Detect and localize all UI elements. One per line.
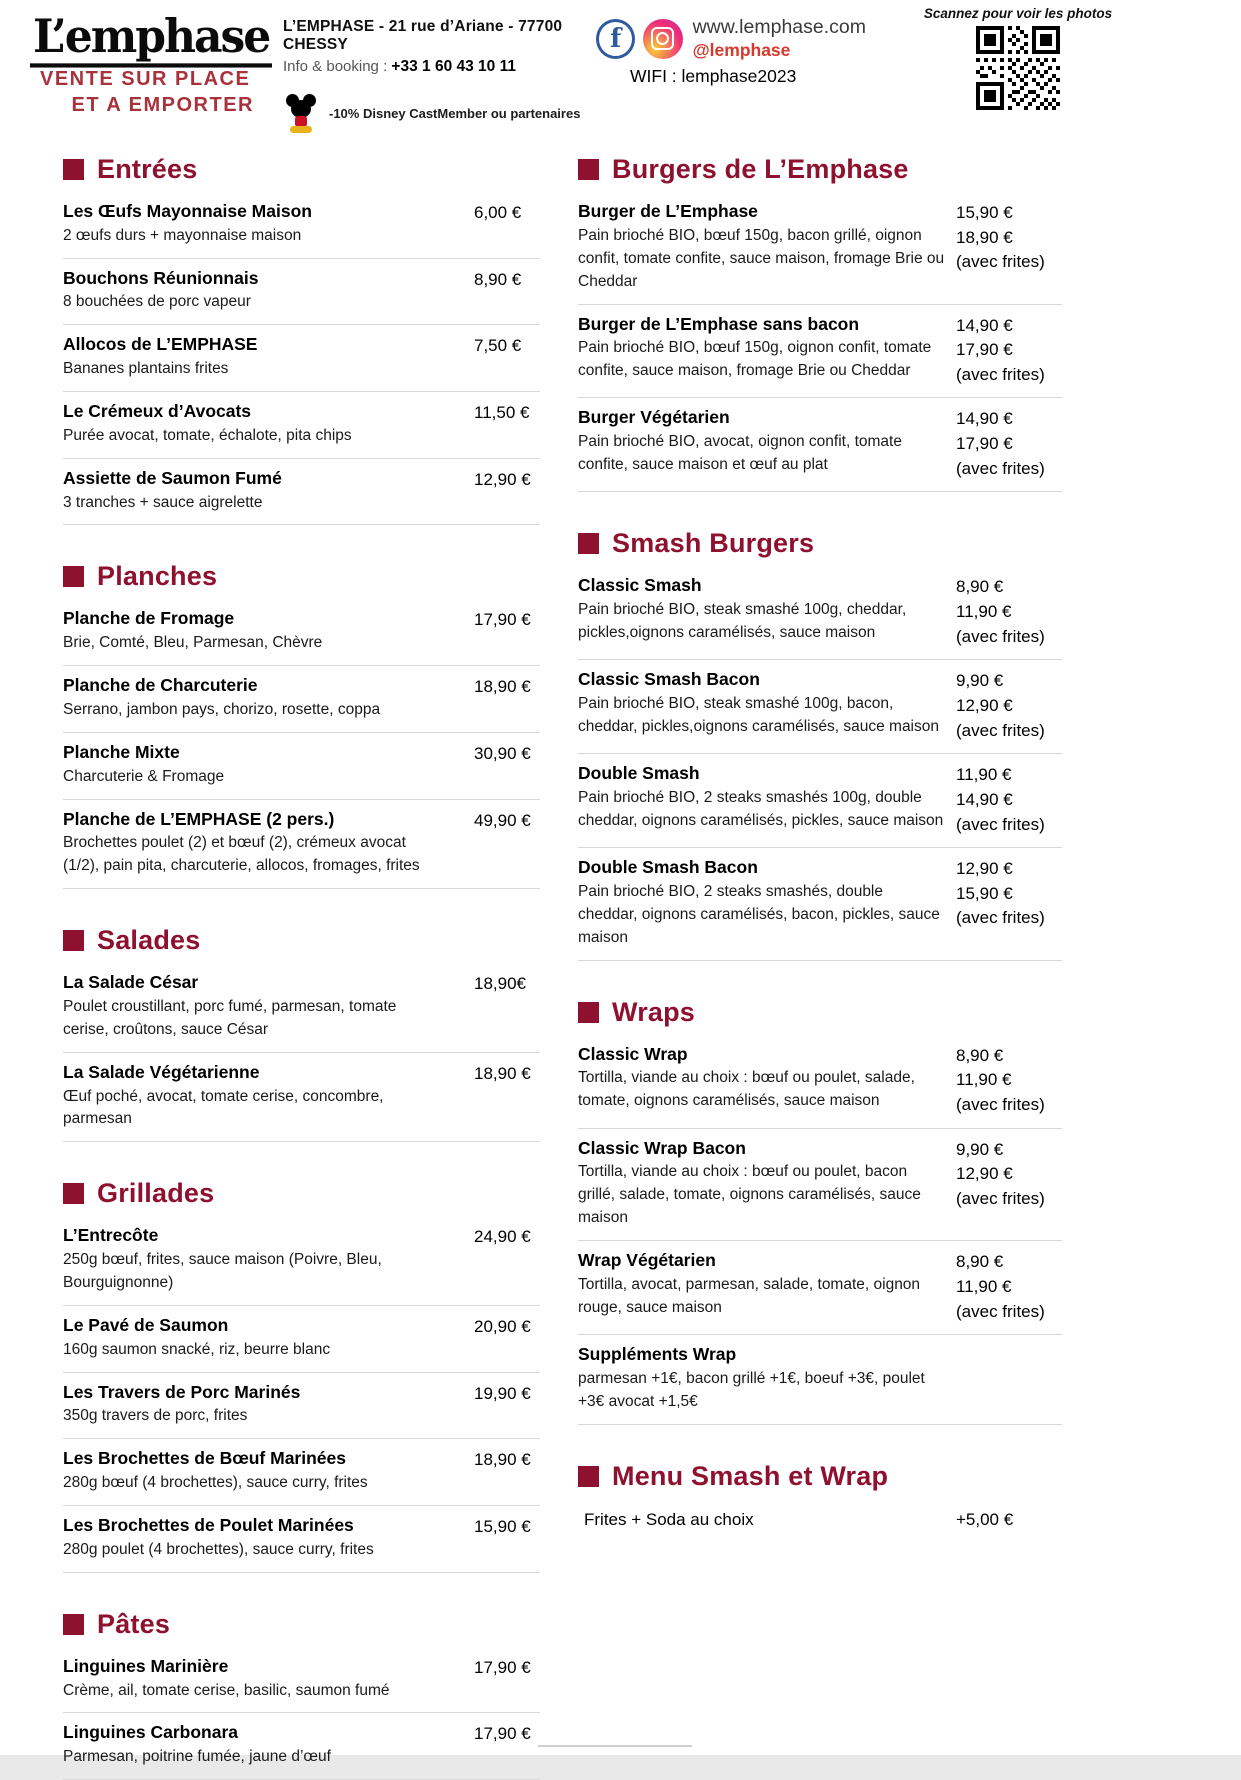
item-main [63, 808, 474, 879]
disney-discount-text: -10% Disney CastMember ou partenaires [329, 105, 581, 121]
section-items [578, 192, 1062, 492]
item-price: (avec frites) [956, 720, 1045, 740]
item-price: (avec frites) [956, 458, 1045, 478]
item-main [63, 333, 474, 381]
item-price: 14,90 € [956, 789, 1013, 809]
item-prices [956, 1249, 1062, 1324]
item-prices [474, 808, 540, 834]
item-main [63, 1721, 474, 1769]
item-main [63, 400, 474, 448]
item-prices [474, 1514, 540, 1540]
item-main [578, 668, 956, 739]
item-prices [474, 1381, 540, 1407]
section-bullet-icon [578, 159, 599, 180]
item-name: Les Brochettes de Bœuf Marinées [63, 1448, 346, 1469]
menu-item [578, 1035, 1062, 1129]
item-prices [474, 741, 540, 767]
item-prices [956, 856, 1062, 931]
item-price: 15,90 € [474, 1517, 531, 1537]
item-desc: Tortilla, viande au choix : bœuf ou poulet, bacon grillé, salade, tomate, oignons caramélisés, sauce maison [578, 1163, 921, 1227]
item-price: 20,90 € [474, 1317, 531, 1336]
item-desc: Charcuterie & Fromage [63, 767, 225, 785]
menu-section [63, 1609, 540, 1780]
item-main [578, 1343, 956, 1414]
item-price: 18,90 € [474, 677, 531, 697]
menu-item [63, 1647, 540, 1714]
section-title [578, 997, 1062, 1028]
menu-item [578, 1241, 1062, 1335]
item-name: Le Pavé de Saumon [63, 1315, 229, 1335]
menu-item [63, 1713, 540, 1780]
section-title [63, 925, 540, 956]
item-price: (avec frites) [956, 1095, 1045, 1115]
menu-section [578, 997, 1062, 1425]
item-prices [474, 1314, 540, 1340]
item-name: La Salade Végétarienne [63, 1061, 260, 1082]
item-desc: parmesan +1€, bacon grillé +1€, boeuf +3€, poulet +3€ avocat +1,5€ [578, 1369, 925, 1410]
item-prices [956, 762, 1062, 837]
item-main [63, 467, 474, 515]
item-desc: Œuf poché, avocat, tomate cerise, concombre, parmesan [63, 1087, 384, 1128]
menu-section [63, 154, 540, 525]
item-main [63, 200, 474, 248]
item-prices [474, 467, 540, 493]
item-price: 8,90 € [956, 1252, 1004, 1272]
section-title [63, 1609, 540, 1640]
menu-section [63, 561, 540, 889]
booking-label: Info & booking : [283, 58, 388, 75]
item-price: 18,90 € [474, 1450, 531, 1470]
logo [30, 9, 270, 117]
item-prices [956, 200, 1062, 275]
section-items [578, 1035, 1062, 1425]
item-main [578, 762, 956, 833]
item-desc: Bananes plantains frites [63, 360, 229, 378]
disney-note [283, 92, 613, 134]
section-bullet-icon [63, 1183, 84, 1204]
menu-item [63, 259, 540, 326]
menu-item [63, 1373, 540, 1440]
menu-item [578, 305, 1062, 399]
booking-line [283, 58, 613, 76]
item-desc: Pain brioché BIO, 2 steaks smashés, double cheddar, oignons caramélisés, bacon, pickles, sauce maison [578, 882, 940, 946]
item-prices [474, 333, 540, 359]
item-price: 11,90 € [956, 1070, 1012, 1090]
menu-item [578, 1335, 1062, 1425]
item-price: 18,90€ [474, 974, 526, 994]
item-price: (avec frites) [956, 908, 1045, 928]
item-prices [474, 267, 540, 293]
footer-divider [538, 1745, 692, 1747]
item-price: 8,90 € [956, 577, 1004, 597]
item-price: 12,90 € [956, 695, 1013, 715]
item-desc: 160g saumon snacké, riz, beurre blanc [63, 1340, 331, 1358]
qr-caption: Scannez pour voir les photos [923, 6, 1113, 21]
item-price: (avec frites) [956, 626, 1045, 646]
menu-section [578, 1461, 1062, 1543]
menu-section [578, 154, 1062, 492]
section-bullet-icon [578, 1002, 599, 1023]
section-bullet-icon [578, 533, 599, 554]
social-block [596, 16, 866, 87]
item-name: Classic Wrap Bacon [578, 1137, 746, 1158]
item-price: 17,90 € [956, 434, 1013, 454]
item-price: 11,90 € [956, 1276, 1012, 1296]
facebook-icon: f [596, 19, 635, 59]
header [0, 0, 1241, 148]
item-price: (avec frites) [956, 814, 1045, 834]
item-price: 9,90 € [956, 671, 1004, 691]
item-desc: Parmesan, poitrine fumée, jaune d’œuf [63, 1748, 331, 1766]
menu-item [63, 1216, 540, 1306]
social-row [596, 16, 866, 61]
section-title-text: Pâtes [97, 1608, 171, 1639]
item-main [578, 1507, 956, 1532]
item-prices [474, 1721, 540, 1747]
item-main [63, 1061, 474, 1132]
instagram-handle: @lemphase [692, 40, 791, 60]
item-price: 8,90 € [956, 1045, 1004, 1065]
item-desc: Pain brioché BIO, bœuf 150g, bacon grillé, oignon confit, tomate confite, sauce maison, fromage Brie ou Cheddar [578, 226, 945, 290]
item-desc: 350g travers de porc, frites [63, 1407, 248, 1425]
item-name: Classic Wrap [578, 1043, 688, 1064]
item-main [63, 1514, 474, 1562]
item-desc: Pain brioché BIO, avocat, oignon confit, tomate confite, sauce maison et œuf au plat [578, 433, 902, 474]
item-main [63, 741, 474, 789]
menu-item [63, 1506, 540, 1573]
menu-item [63, 800, 540, 890]
menu-item [63, 599, 540, 666]
item-price: 17,90 € [474, 610, 531, 630]
item-price: 15,90 € [956, 203, 1013, 222]
item-price: 11,90 € [956, 602, 1012, 622]
item-price: 49,90 € [474, 810, 531, 830]
item-main [578, 1043, 956, 1114]
item-price: 12,90 € [956, 1164, 1013, 1184]
menu-column-left [63, 148, 540, 1780]
item-prices [474, 1447, 540, 1473]
item-main [63, 607, 474, 655]
item-main [63, 1447, 474, 1495]
item-name: Planche de Charcuterie [63, 675, 258, 696]
menu-item [63, 1439, 540, 1506]
logo-title: L’emphase [30, 14, 272, 68]
item-price: 7,50 € [474, 336, 522, 356]
menu-column-right [578, 148, 1062, 1780]
instagram-icon [643, 19, 682, 59]
item-prices [956, 313, 1062, 388]
menu-item [578, 1129, 1062, 1242]
item-name: La Salade César [63, 972, 199, 993]
section-title [578, 154, 1062, 185]
item-price: 15,90 € [956, 883, 1013, 903]
item-name: L’Entrecôte [63, 1225, 159, 1246]
section-title-text: Grillades [97, 1178, 215, 1209]
item-desc: Tortilla, viande au choix : bœuf ou poulet, salade, tomate, oignons caramélisés, sauce maison [578, 1069, 915, 1110]
menu-item [578, 754, 1062, 848]
section-items [63, 963, 540, 1142]
section-items [578, 1499, 1062, 1543]
item-price: 14,90 € [956, 409, 1013, 429]
item-name: Allocos de L’EMPHASE [63, 334, 258, 355]
item-name: Bouchons Réunionnais [63, 267, 259, 288]
menu-item [578, 1499, 1062, 1543]
item-prices [956, 1507, 1062, 1533]
item-main [578, 1249, 956, 1320]
item-main [578, 574, 956, 645]
item-desc: 250g bœuf, frites, sauce maison (Poivre, Bleu, Bourguignonne) [63, 1251, 382, 1292]
item-price: 14,90 € [956, 315, 1013, 335]
menu-body [0, 148, 1241, 1780]
section-title-text: Planches [97, 561, 218, 592]
section-title [63, 1178, 540, 1209]
section-title-text: Entrées [97, 154, 198, 184]
menu-item [578, 848, 1062, 961]
item-name: Planche de Fromage [63, 608, 235, 629]
section-bullet-icon [578, 1466, 599, 1487]
item-main [63, 267, 474, 315]
menu-item [578, 192, 1062, 305]
item-price: 9,90 € [956, 1139, 1004, 1159]
item-name: Burger de L’Emphase sans bacon [578, 313, 860, 334]
item-name: Les Brochettes de Poulet Marinées [63, 1515, 354, 1536]
item-prices [956, 1043, 1062, 1118]
section-items [63, 192, 540, 525]
item-name: Burger de L’Emphase [578, 201, 758, 221]
item-prices [956, 668, 1062, 743]
item-prices [956, 1137, 1062, 1212]
item-main [63, 1655, 474, 1703]
item-prices [474, 1061, 540, 1087]
item-price: 24,90 € [474, 1227, 531, 1247]
item-desc: Pain brioché BIO, bœuf 150g, oignon confit, tomate confite, sauce maison, fromage Brie ou Cheddar [578, 339, 932, 380]
item-name: Linguines Carbonara [63, 1722, 239, 1743]
item-name: Burger Végétarien [578, 407, 730, 428]
item-name: Wrap Végétarien [578, 1250, 716, 1271]
item-price: (avec frites) [956, 1188, 1045, 1208]
wifi-info: WIFI : lemphase2023 [630, 66, 797, 86]
item-price: 11,90 € [956, 765, 1012, 785]
section-bullet-icon [63, 159, 84, 180]
item-price: 18,90 € [474, 1063, 531, 1083]
section-bullet-icon [63, 1614, 84, 1635]
menu-item [63, 733, 540, 800]
item-price: (avec frites) [956, 364, 1045, 384]
website-url: www.lemphase.com [692, 16, 866, 38]
item-prices [474, 1224, 540, 1250]
item-main [578, 200, 956, 294]
menu-item [63, 963, 540, 1053]
item-price: 12,90 € [474, 469, 531, 489]
menu-item [63, 392, 540, 459]
item-desc: Brie, Comté, Bleu, Parmesan, Chèvre [63, 634, 323, 652]
menu-item [63, 1053, 540, 1143]
item-main [578, 1137, 956, 1231]
item-desc: Frites + Soda au choix [584, 1509, 754, 1529]
item-desc: Pain brioché BIO, steak smashé 100g, bacon, cheddar, pickles,oignons caramélisés, sauce maison [578, 695, 939, 736]
item-price: (avec frites) [956, 252, 1045, 272]
item-prices [956, 1343, 1062, 1344]
section-bullet-icon [63, 566, 84, 587]
item-desc: Crème, ail, tomate cerise, basilic, saumon fumé [63, 1681, 390, 1699]
qr-block [923, 6, 1113, 115]
item-prices [474, 200, 540, 226]
item-desc: 2 œufs durs + mayonnaise maison [63, 226, 302, 244]
item-price: 11,50 € [474, 403, 530, 423]
item-price: 12,90 € [956, 859, 1013, 879]
item-prices [956, 574, 1062, 649]
item-main [63, 1224, 474, 1295]
section-title-text: Menu Smash et Wrap [612, 1460, 889, 1491]
item-name: Planche Mixte [63, 741, 180, 762]
address: L’EMPHASE - 21 rue d’Ariane - 77700 CHESSY [283, 18, 563, 53]
contact-info [283, 18, 613, 134]
menu-section [578, 528, 1062, 960]
menu-item [63, 666, 540, 733]
item-desc: Purée avocat, tomate, échalote, pita chips [63, 426, 352, 444]
item-desc: Poulet croustillant, porc fumé, parmesan, tomate cerise, croûtons, sauce César [63, 997, 397, 1038]
item-price: 18,90 € [956, 227, 1013, 247]
menu-item [63, 1306, 540, 1373]
item-name: Le Crémeux d’Avocats [63, 401, 252, 422]
item-main [63, 674, 474, 722]
item-desc: Brochettes poulet (2) et bœuf (2), crémeux avocat (1/2), pain pita, charcuterie, allocos, fromages, frites [63, 834, 420, 875]
menu-item [578, 566, 1062, 660]
section-items [578, 566, 1062, 960]
item-desc: Pain brioché BIO, steak smashé 100g, cheddar, pickles,oignons caramélisés, sauce maison [578, 601, 907, 642]
item-name: Classic Smash [578, 575, 702, 596]
item-name: Double Smash [578, 763, 700, 784]
section-title-text: Wraps [612, 996, 696, 1027]
section-title-text: Salades [97, 925, 201, 956]
section-title-text: Smash Burgers [612, 528, 815, 559]
item-name: Linguines Marinière [63, 1655, 229, 1676]
item-name: Assiette de Saumon Fumé [63, 467, 282, 488]
item-price: +5,00 € [956, 1509, 1014, 1529]
item-price: 17,90 € [956, 340, 1013, 360]
section-items [63, 599, 540, 889]
item-prices [474, 1655, 540, 1681]
section-items [63, 1216, 540, 1572]
item-price: 17,90 € [474, 1724, 531, 1744]
item-desc: 8 bouchées de porc vapeur [63, 293, 251, 311]
item-name: Classic Smash Bacon [578, 669, 760, 690]
item-desc: Tortilla, avocat, parmesan, salade, tomate, oignon rouge, sauce maison [578, 1275, 921, 1316]
item-price: 8,90 € [474, 269, 522, 289]
item-prices [956, 406, 1062, 481]
item-price: 17,90 € [474, 1657, 531, 1677]
item-price: (avec frites) [956, 1301, 1045, 1321]
menu-item [63, 325, 540, 392]
section-title [578, 1461, 1062, 1492]
section-items [63, 1647, 540, 1780]
item-main [63, 1381, 474, 1429]
item-main [63, 971, 474, 1042]
item-prices [474, 607, 540, 633]
mickey-icon [283, 92, 319, 134]
booking-phone: +33 1 60 43 10 11 [391, 58, 516, 75]
item-main [63, 1314, 474, 1362]
item-main [578, 406, 956, 477]
item-price: 6,00 € [474, 203, 522, 222]
item-prices [474, 971, 540, 997]
item-name: Planche de L’EMPHASE (2 pers.) [63, 808, 335, 829]
section-title [63, 561, 540, 592]
logo-subtitle-line2: ET A EMPORTER [71, 94, 254, 116]
menu-item [578, 660, 1062, 754]
item-desc: Serrano, jambon pays, chorizo, rosette, coppa [63, 700, 381, 718]
item-desc: 280g bœuf (4 brochettes), sauce curry, frites [63, 1474, 368, 1492]
menu-item [63, 192, 540, 259]
item-name: Les Travers de Porc Marinés [63, 1381, 301, 1402]
item-prices [474, 400, 540, 426]
logo-subtitle-line1: VENTE SUR PLACE [40, 68, 251, 90]
item-price: 30,90 € [474, 743, 531, 763]
social-text [693, 16, 866, 61]
section-bullet-icon [63, 930, 84, 951]
menu-item [63, 459, 540, 526]
item-name: Double Smash Bacon [578, 857, 758, 878]
qr-code [976, 26, 1060, 110]
item-name: Suppléments Wrap [578, 1344, 737, 1365]
item-desc: 280g poulet (4 brochettes), sauce curry, frites [63, 1540, 374, 1558]
item-desc: 3 tranches + sauce aigrelette [63, 493, 263, 511]
item-main [578, 856, 956, 950]
item-price: 19,90 € [474, 1383, 531, 1403]
menu-item [578, 398, 1062, 492]
item-prices [474, 674, 540, 700]
item-name: Les Œufs Mayonnaise Maison [63, 201, 312, 221]
menu-section [63, 925, 540, 1142]
section-title-text: Burgers de L’Emphase [612, 154, 909, 184]
menu-section [63, 1178, 540, 1572]
section-title [578, 528, 1062, 559]
item-main [578, 313, 956, 384]
section-title [63, 154, 540, 185]
item-desc: Pain brioché BIO, 2 steaks smashés 100g, double cheddar, oignons caramélisés, pickles, sauce maison [578, 789, 944, 829]
